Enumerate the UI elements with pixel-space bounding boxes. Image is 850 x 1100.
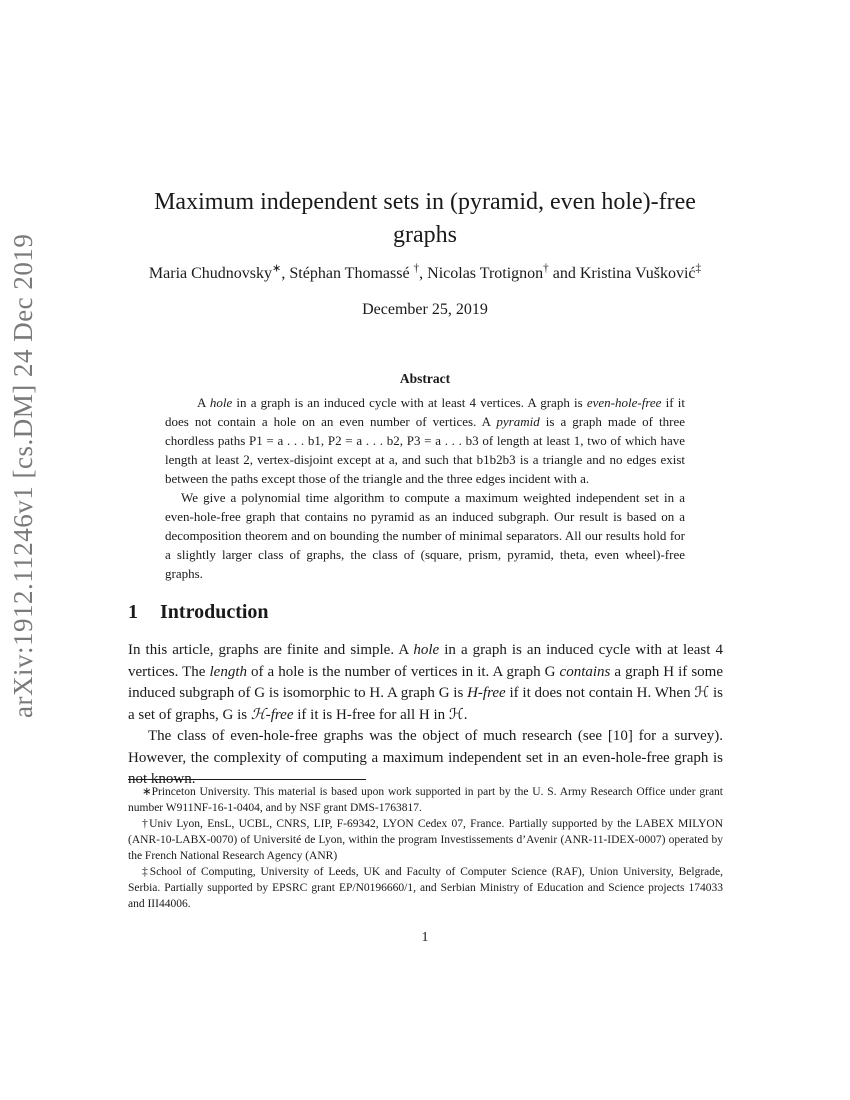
text-run: a graph H if some induced subgraph of G is isomorphic to H. A graph G is	[128, 663, 723, 701]
text-run: is a graph made of three chordless paths P1 = a . . . b1, P2 = a . . . b2, P3 = a . . . b3 of length at least 1, two of which have length at least 2, vertex-disjoint except at a, and such that b1b2b3 is a triangle and no edges exist between the paths except those of the triangle and the three edges incident with a.	[165, 414, 685, 486]
text-run: in a graph is an induced cycle with at least 4 vertices. A graph is	[232, 395, 587, 410]
footnote: ‡School of Computing, University of Leeds, UK and Faculty of Computer Science (RAF), Union University, Belgrade, Serbia. Partially supported by EPSRC grant EP/N0196660/1, and Serbian Ministry of Education and Science projects 174033 and III44006.	[128, 866, 723, 910]
emphasis: hole	[413, 642, 440, 658]
section-number: 1	[128, 601, 138, 623]
abstract-body	[165, 393, 685, 583]
text-run: if it is H-free for all H in ℋ.	[293, 706, 468, 723]
text-run: In this article, graphs are finite and simple. A	[128, 642, 414, 658]
author-name: Stéphan Thomassé	[289, 265, 410, 282]
abstract-heading: Abstract	[399, 371, 451, 386]
author-name: Nicolas Trotignon	[427, 265, 544, 282]
author-name: Maria Chudnovsky	[148, 265, 273, 282]
footnote-divider	[128, 779, 366, 780]
text-run: if it does not contain a hole on an even number of vertices. A	[165, 395, 685, 429]
arxiv-identifier: arXiv:1912.11246v1 [cs.DM] 24 Dec 2019	[8, 233, 38, 718]
emphasis: pyramid	[496, 414, 540, 429]
body-paragraph	[128, 640, 723, 726]
emphasis: hole	[209, 395, 233, 410]
title-line-1: Maximum independent sets in (pyramid, even hole)-free	[154, 189, 696, 215]
emphasis: ℋ-free	[250, 706, 294, 723]
section-body	[128, 640, 723, 791]
footnote: ∗Princeton University. This material is based upon work supported in part by the U. S. Army Research Office under grant number W911NF-16-1-0404, and by NSF grant DMS-1763817.	[128, 786, 723, 814]
paper-date: December 25, 2019	[362, 301, 488, 318]
author-separator: ,	[419, 265, 428, 282]
author-affiliation-mark: ∗	[272, 262, 282, 275]
title-line-2: graphs	[393, 222, 457, 248]
text-run: A	[197, 395, 210, 410]
author-affiliation-mark: †	[543, 262, 549, 275]
author-list	[0, 262, 850, 283]
text-run: if it does not contain H. When ℋ is a set of graphs, G is	[128, 685, 723, 723]
section-title: Introduction	[160, 601, 269, 623]
author-separator: and	[548, 265, 580, 282]
author-separator: ,	[281, 265, 290, 282]
text-run: of a hole is the number of vertices in it. A graph G	[247, 663, 560, 680]
emphasis: length	[209, 663, 247, 680]
section-heading	[128, 601, 269, 624]
paper-title	[0, 186, 850, 252]
footnotes	[128, 784, 723, 912]
emphasis: H-free	[467, 685, 506, 701]
abstract-paragraph	[165, 393, 685, 488]
emphasis: even-hole-free	[586, 395, 662, 410]
footnote: †Univ Lyon, EnsL, UCBL, CNRS, LIP, F-69342, LYON Cedex 07, France. Partially supported by the LABEX MILYON (ANR-10-LABX-0070) of Université de Lyon, within the program Investissements d’Avenir (ANR-11-IDEX-0007) operated by the French National Research Agency (ANR)	[128, 818, 723, 862]
emphasis: contains	[559, 663, 611, 680]
abstract-paragraph: We give a polynomial time algorithm to compute a maximum weighted independent set in a even-hole-free graph that contains no pyramid as an induced subgraph. Our result is based on a decomposition theorem and on bounding the number of minimal separators. All our results hold for a slightly larger class of graphs, the class of (square, prism, pyramid, theta, even wheel)-free graphs.	[165, 490, 685, 581]
page-number: 1	[421, 930, 429, 945]
author-name: Kristina Vušković	[579, 265, 696, 282]
body-paragraph: The class of even-hole-free graphs was the object of much research (see [10] for a survey). However, the complexity of computing a maximum independent set in an even-hole-free graph is not known.	[128, 728, 723, 787]
text-run: in a graph is an induced cycle with at least 4 vertices. The	[128, 642, 723, 680]
author-affiliation-mark: ‡	[695, 262, 702, 275]
author-affiliation-mark: †	[413, 262, 420, 275]
